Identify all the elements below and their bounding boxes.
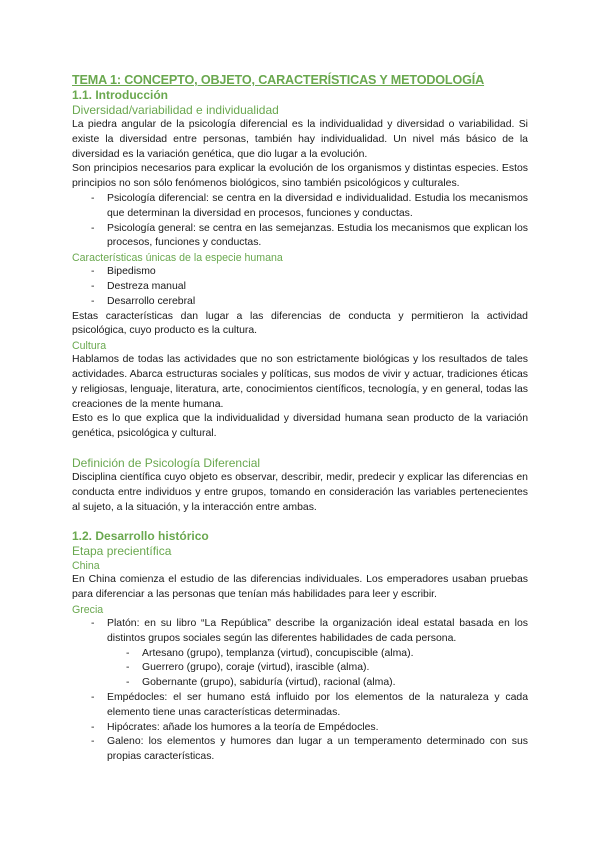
list-caracteristicas [72, 265, 528, 309]
paragraph: Disciplina científica cuyo objeto es observar, describir, medir, predecir y explicar las diferencias en conducta entre individuos y entre grupos, tomando en consideración las variables pertenecientes al sujeto, a la situación, y la interacción entre ambas. [72, 471, 528, 513]
list-grecia [72, 617, 528, 765]
sublist-platon [107, 647, 528, 691]
sublist-item: - Guerrero (grupo), coraje (virtud), irascible (alma). [107, 661, 528, 676]
paragraph: En China comienza el estudio de las diferencias individuales. Los emperadores usaban pruebas para diferenciar a las personas que tenían más habilidades para leer y escribir. [72, 574, 528, 601]
list-item-text: Platón: en su libro “La República” describe la organización ideal estatal basada en los distintos grupos sociales según las diferentes habilidades de cada persona. [107, 617, 528, 644]
list-item: - Empédocles: el ser humano está influido por los elementos de la naturaleza y cada elemento tiene unas características determinadas. [72, 691, 528, 721]
list-item: - Psicología general: se centra en las semejanzas. Estudia los mecanismos que explican los procesos, funciones y conductas. [72, 222, 528, 252]
list-item: - Psicología diferencial: se centra en la diversidad e individualidad. Estudia los mecanismos que determinan la diversidad en procesos, funciones y conductas. [72, 192, 528, 222]
list-item: - Galeno: los elementos y humores dan lugar a un temperamento determinado con sus propias características. [72, 735, 528, 765]
subheading-diversidad: Diversidad/variabilidad e individualidad [72, 103, 279, 117]
subheading-cultura: Cultura [72, 340, 107, 353]
page-content [72, 72, 528, 765]
subheading-etapa-precientifica: Etapa precientífica [72, 544, 172, 559]
list-item: - Destreza manual [72, 280, 528, 295]
list-item: - Hipócrates: añade los humores a la teoría de Empédocles. [72, 721, 528, 736]
paragraph: Esto es lo que explica que la individualidad y diversidad humana sean producto de la variación genética, psicológica y cultural. [72, 413, 528, 440]
paragraph: Estas características dan lugar a las diferencias de conducta y permitieron la actividad psicológica, cuyo producto es la cultura. [72, 310, 528, 337]
sublist-item: - Gobernante (grupo), sabiduría (virtud), racional (alma). [107, 676, 528, 691]
subheading-caracteristicas: Características únicas de la especie humana [72, 252, 283, 265]
paragraph: La piedra angular de la psicología diferencial es la individualidad y diversidad o variabilidad. Si existe la diversidad entre personas, también hay individualidad. Un nivel más básico de la diversidad es la variación genética, que dio lugar a la evolución. [72, 119, 528, 160]
list-psicologias [72, 192, 528, 251]
list-item-platon [72, 617, 528, 691]
document-title: TEMA 1: CONCEPTO, OBJETO, CARACTERÍSTICAS Y METODOLOGÍA [72, 73, 485, 87]
subheading-grecia: Grecia [72, 603, 104, 616]
sublist-item: - Artesano (grupo), templanza (virtud), concupiscible (alma). [107, 647, 528, 662]
subheading-definicion: Definición de Psicología Diferencial [72, 455, 261, 470]
section-heading-desarrollo: 1.2. Desarrollo histórico [72, 529, 209, 544]
paragraph: Son principios necesarios para explicar la evolución de los organismos y distintas especies. Estos principios no son sólo fenómenos biológicos, sino también psicológicos y culturales. [72, 163, 528, 190]
subheading-china: China [72, 560, 100, 573]
list-item: - Desarrollo cerebral [72, 295, 528, 310]
paragraph: Hablamos de todas las actividades que no son estrictamente biológicas y los resultados de tales actividades. Abarca estructuras sociales y políticas, sus modos de vivir y actuar, tradiciones éticas y religiosas, lenguaje, literatura, arte, conocimientos científicos, tecnología, y en general, todas las creaciones de la mente humana. [72, 354, 528, 410]
list-item: - Bipedismo [72, 265, 528, 280]
section-heading-introduccion: 1.1. Introducción [72, 88, 169, 102]
